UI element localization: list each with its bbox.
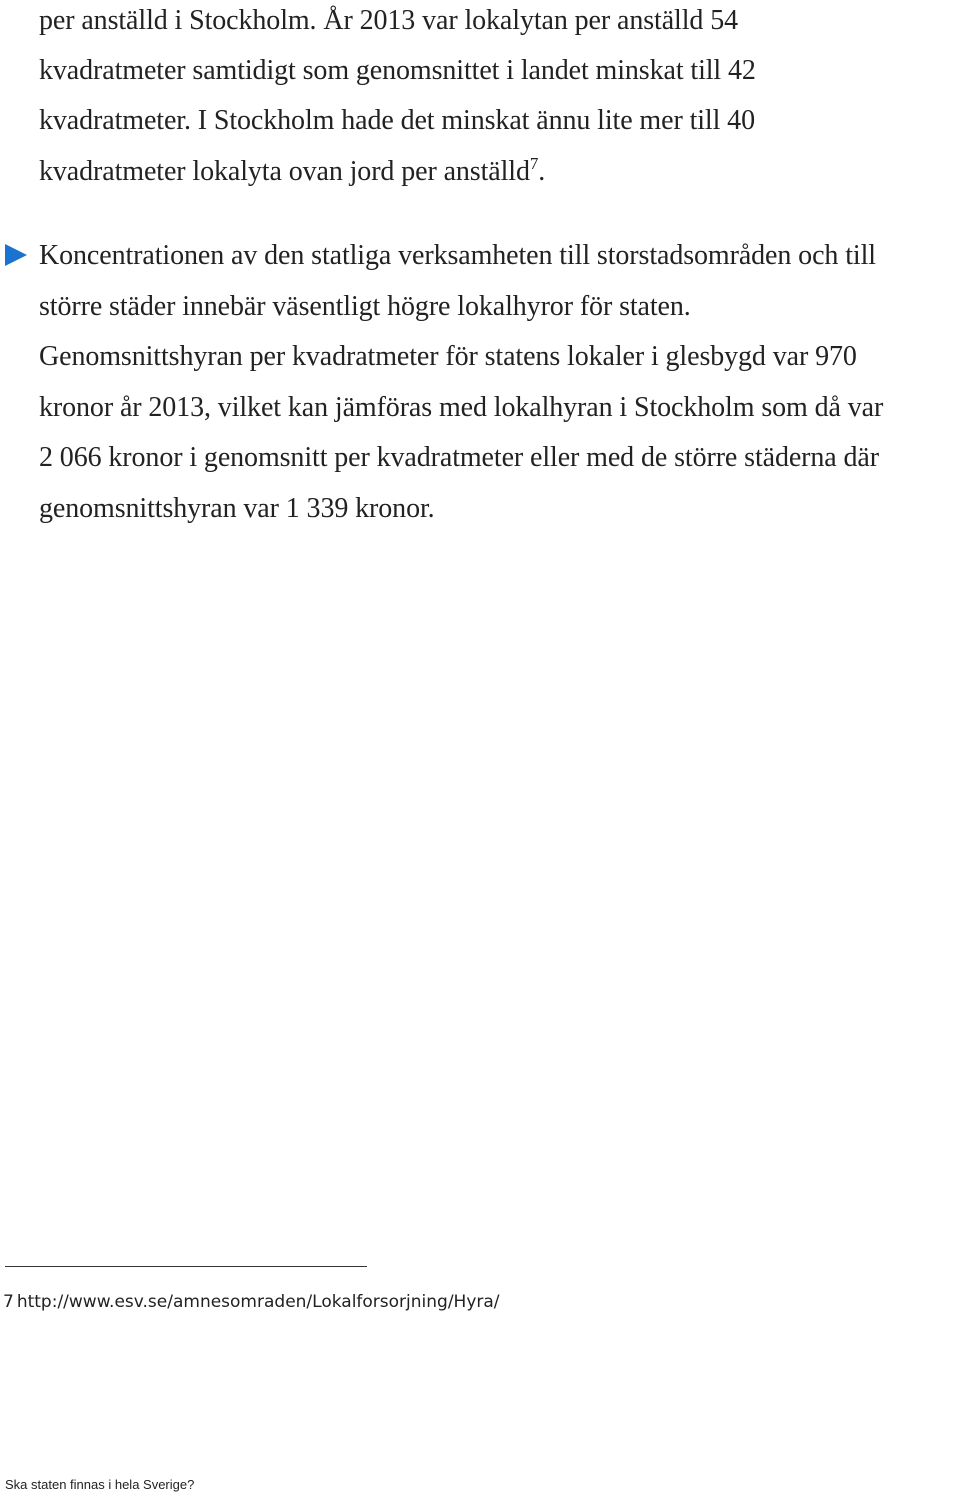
bullet-line: Genomsnittshyran per kvadratmeter för statens lokaler i glesbygd var 970: [39, 341, 857, 372]
footnote-number: 7: [3, 1292, 14, 1312]
page-footer: Ska staten finnas i hela Sverige?: [5, 1477, 195, 1492]
footnote: [3, 1290, 500, 1314]
bullet-line: Koncentrationen av den statliga verksamheten till storstadsområden och till: [39, 240, 876, 271]
paragraph-line: kvadratmeter. I Stockholm hade det minskat ännu lite mer till 40: [39, 105, 755, 136]
bullet-line: 2 066 kronor i genomsnitt per kvadratmeter eller med de större städerna där: [39, 442, 879, 473]
paragraph-text: kvadratmeter lokalyta ovan jord per anställd: [39, 156, 530, 187]
footnote-link[interactable]: http://www.esv.se/amnesomraden/Lokalforsorjning/Hyra/: [16, 1292, 500, 1312]
paragraph-line: kvadratmeter samtidigt som genomsnittet i landet minskat till 42: [39, 55, 756, 86]
triangle-bullet-icon: [5, 244, 27, 266]
bullet-line: kronor år 2013, vilket kan jämföras med lokalhyran i Stockholm som då var: [39, 392, 884, 423]
sentence-period: .: [538, 156, 546, 187]
bullet-line: större städer innebär väsentligt högre lokalhyror för staten.: [39, 291, 691, 322]
paragraph-line: per anställd i Stockholm. År 2013 var lokalytan per anställd 54: [39, 5, 738, 36]
footnote-reference[interactable]: 7: [529, 154, 539, 173]
paragraph-line-with-footnote: [39, 155, 545, 189]
bullet-line: genomsnittshyran var 1 339 kronor.: [39, 493, 435, 524]
footnote-divider: [5, 1266, 367, 1267]
